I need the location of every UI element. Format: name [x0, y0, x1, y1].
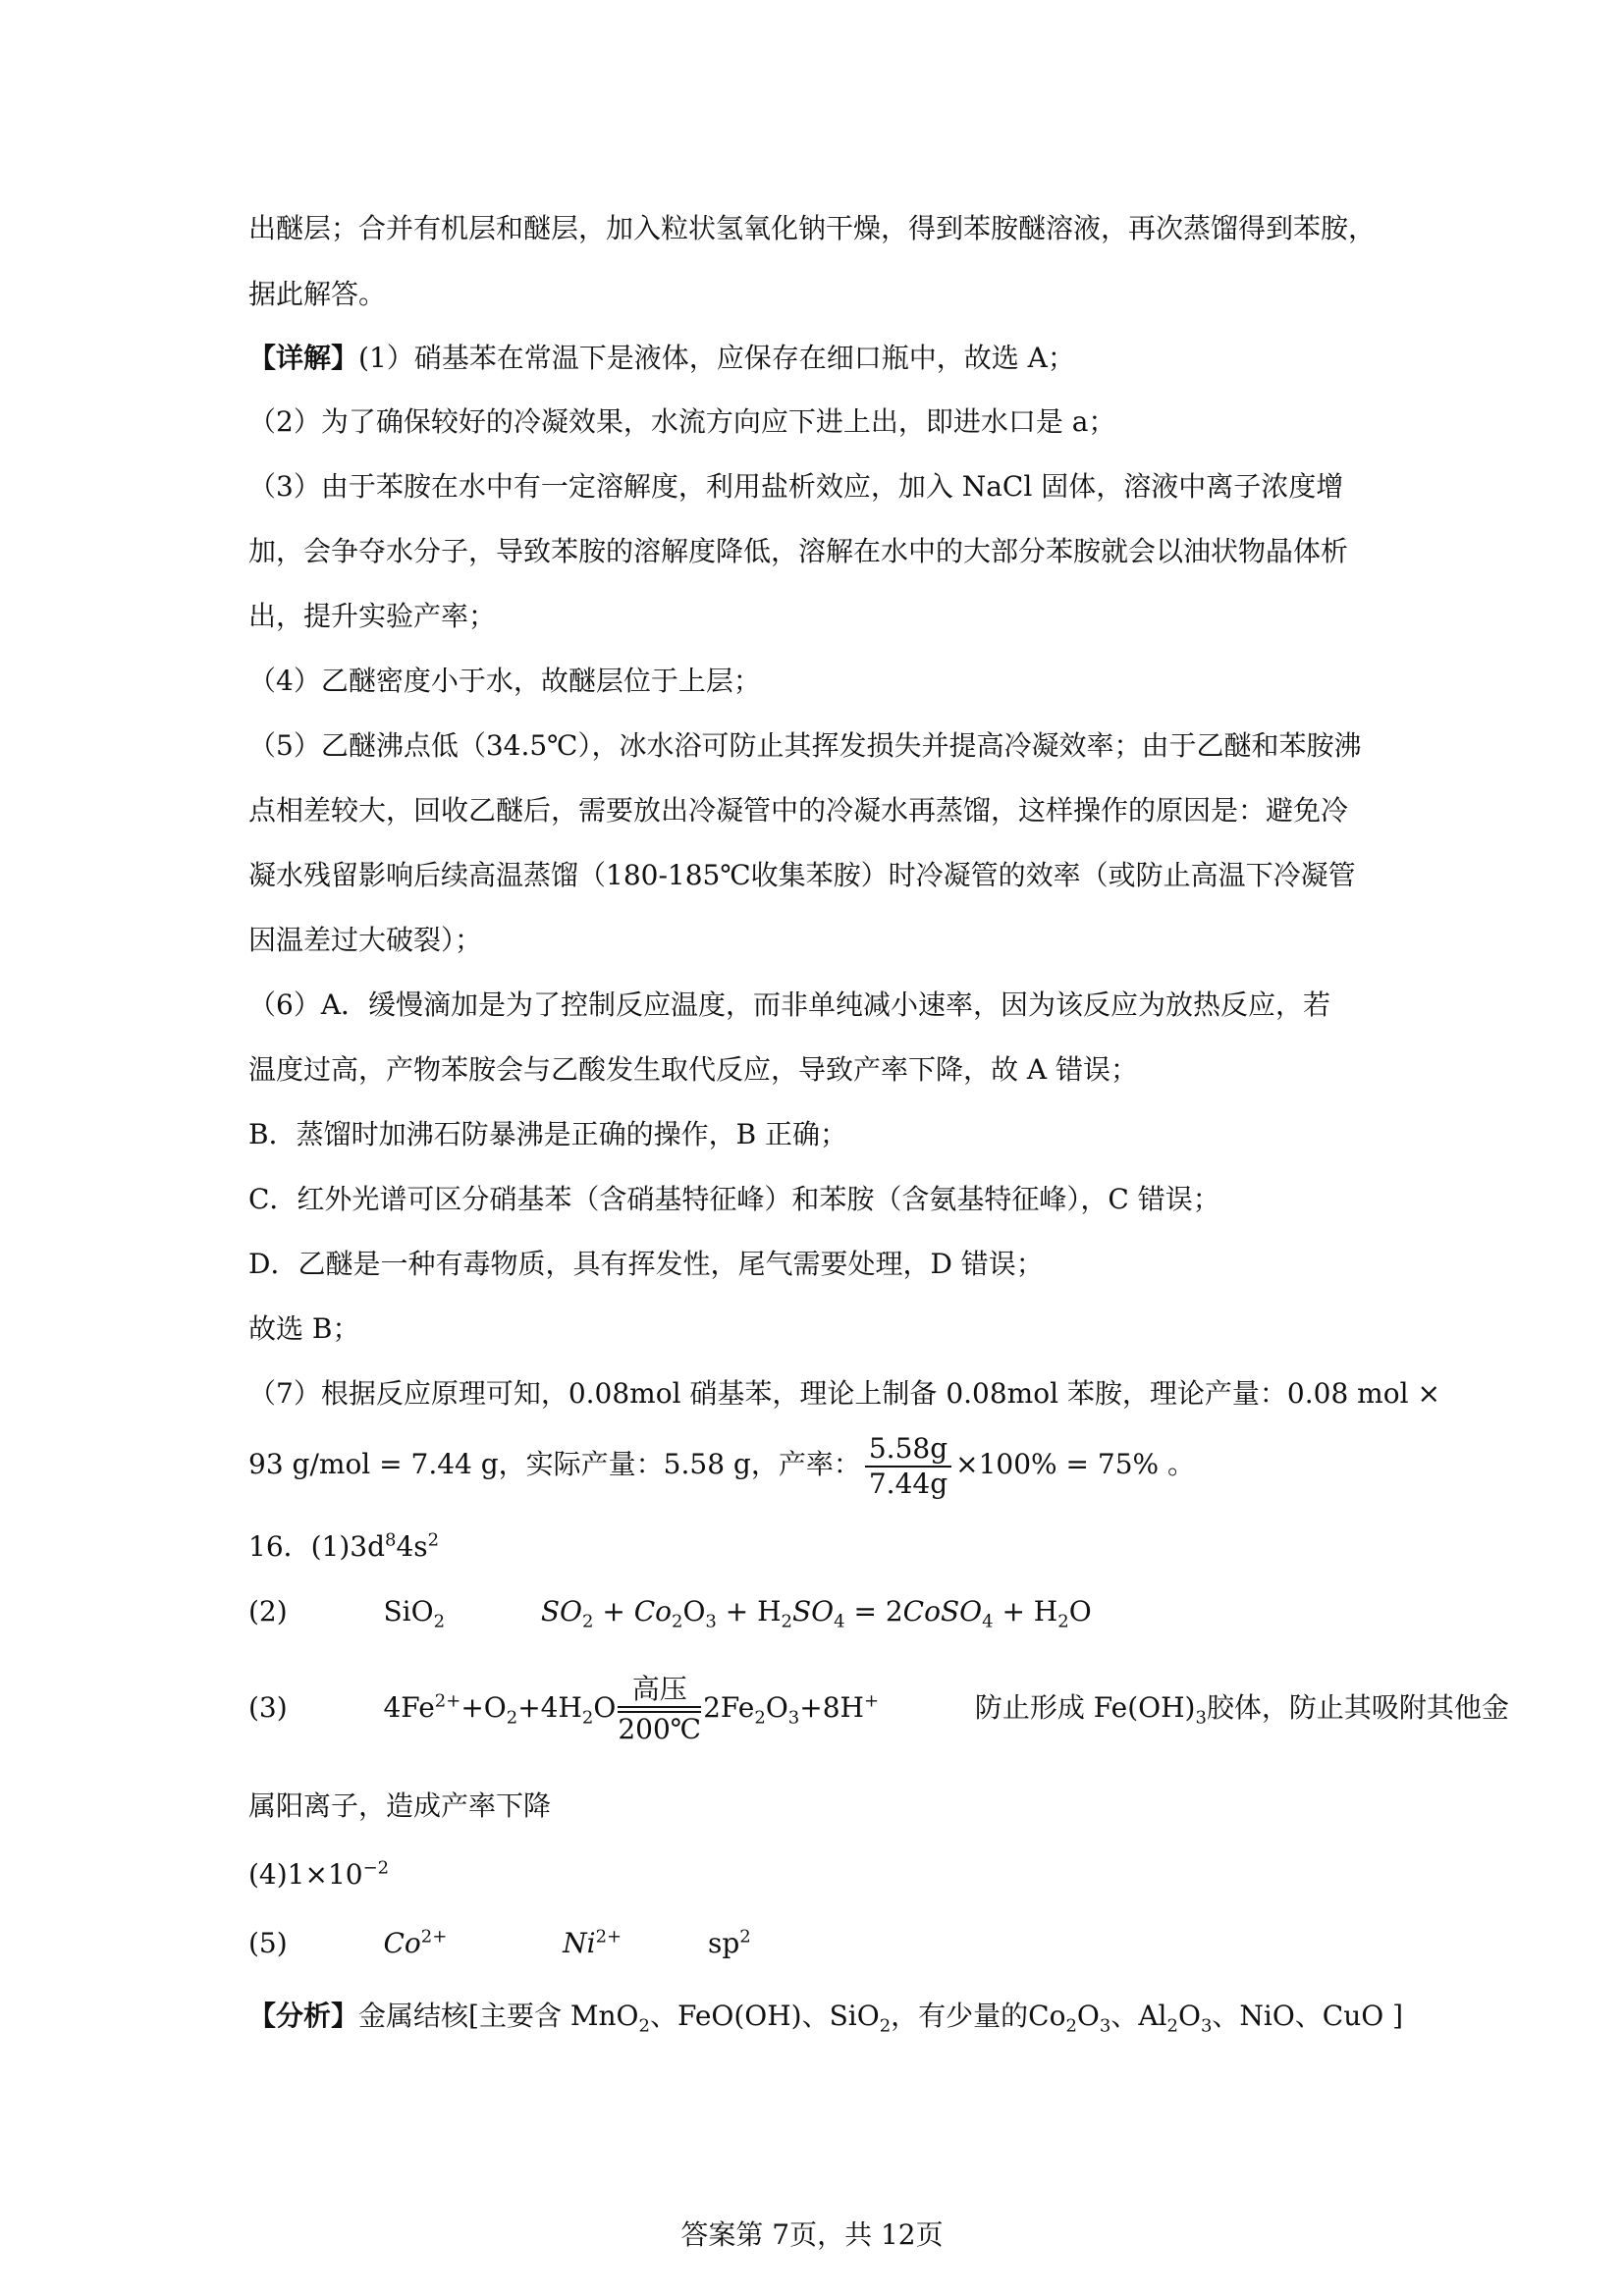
- ni-ion: Ni: [563, 1927, 596, 1959]
- answer-6-option-d: D．乙醚是一种有毒物质，具有挥发性，尾气需要处理，D 错误；: [248, 1248, 1044, 1280]
- fraction-numerator: 5.58g: [865, 1432, 951, 1468]
- part-2-label: (2): [248, 1595, 288, 1628]
- analysis-line: [248, 1997, 1403, 2036]
- answer-6-line-1: （6）A．缓慢滴加是为了控制反应温度，而非单纯减小速率，因为该反应为放热反应，若: [248, 988, 1331, 1021]
- q16-part-5: [248, 1924, 751, 1963]
- answer-1: (1）硝基苯在常温下是液体，应保存在细口瓶中，故选 A；: [358, 342, 1075, 374]
- yield-fraction: [865, 1432, 951, 1501]
- answer-4: （4）乙醚密度小于水，故醚层位于上层；: [248, 665, 761, 697]
- ni-charge: 2+: [595, 1926, 623, 1948]
- answer-5-line-1: （5）乙醚沸点低（34.5℃），冰水浴可防止其挥发损失并提高冷凝效率；由于乙醚和苯胺沸: [248, 729, 1362, 762]
- text-line-1: 出醚层；合并有机层和醚层，加入粒状氢氧化钠干燥，得到苯胺醚溶液，再次蒸馏得到苯胺，: [248, 212, 1377, 244]
- hybridization: sp: [707, 1927, 740, 1959]
- sio2-formula: SiO$_2$: [383, 1595, 446, 1632]
- q16-config-4s: 4s: [396, 1530, 428, 1563]
- q16-sup-2: 2: [427, 1529, 440, 1551]
- answer-5-line-3: 凝水残留影响后续高温蒸馏（180-185℃收集苯胺）时冷凝管的效率（或防止高温下冷凝管: [248, 859, 1356, 891]
- q16-part-1: [248, 1527, 439, 1567]
- part-5-label: (5): [248, 1927, 288, 1959]
- answer-3-line-1: （3）由于苯胺在水中有一定溶解度，利用盐析效应，加入 NaCl 固体，溶液中离子浓度增: [248, 470, 1344, 503]
- yield-text: 93 g/mol = 7.44 g，实际产量：5.58 g，产率：: [248, 1448, 861, 1480]
- q16-part-3-cont: 属阳离子，造成产率下降: [248, 1789, 552, 1822]
- detail-heading-line: [248, 339, 1075, 378]
- fraction-denominator: 7.44g: [868, 1467, 948, 1500]
- answer-6-line-2: 温度过高，产物苯胺会与乙酸发生取代反应，导致产率下降，故 A 错误；: [248, 1053, 1139, 1086]
- answer-7-line-2: [248, 1425, 1195, 1504]
- yield-result: ×100% = 75% 。: [955, 1448, 1196, 1480]
- analysis-label: 【分析】: [248, 2000, 359, 2032]
- page-footer: 答案第 7页，共 12页: [680, 2218, 944, 2251]
- q16-part-3: [248, 1669, 1509, 1747]
- co-charge: 2+: [420, 1926, 448, 1948]
- equation-3: $4Fe^{2+}+O_2+4H_2O$ 高压 200℃ $2Fe_2O_3+8H^+$: [383, 1673, 880, 1745]
- part-4-value: (4)1×10: [248, 1858, 363, 1891]
- q16-part-4: [248, 1855, 389, 1895]
- detail-label: 【详解】: [248, 342, 359, 374]
- answer-6-option-c: C．红外光谱可区分硝基苯（含硝基特征峰）和苯胺（含氨基特征峰），C 错误；: [248, 1183, 1220, 1215]
- co-ion: Co: [383, 1927, 421, 1959]
- answer-5-line-4: 因温差过大破裂）；: [248, 924, 483, 956]
- answer-6-option-b: B．蒸馏时加沸石防暴沸是正确的操作，B 正确；: [248, 1118, 848, 1150]
- answer-2: （2）为了确保较好的冷凝效果，水流方向应下进上出，即进水口是 a；: [248, 405, 1116, 438]
- text-line-2: 据此解答。: [248, 278, 387, 310]
- analysis-text: 金属结核[主要含 MnO$_2$、FeO(OH)、SiO$_2$，有少量的$Co_2O_3$、$Al_2O_3$、NiO、CuO ]: [358, 2000, 1404, 2037]
- answer-3-line-3: 出，提升实验产率；: [248, 600, 497, 632]
- part-4-exponent: −2: [362, 1857, 390, 1879]
- hybridization-sup: 2: [739, 1926, 751, 1948]
- q16-config-prefix: 16．(1)3d: [248, 1530, 386, 1563]
- equation-2: $SO_2 + Co_2O_3 + H_2SO_4$ = 2CoSO$_4$ + $H_2O$: [540, 1595, 1092, 1632]
- answer-6-choice: 故选 B；: [248, 1312, 360, 1345]
- q16-part-2: [248, 1592, 1092, 1631]
- part-3-explanation: 防止形成 $Fe(OH)_3$胶体，防止其吸附其他金: [974, 1691, 1509, 1729]
- q16-sup-1: 8: [385, 1529, 397, 1551]
- reaction-condition: 高压 200℃: [618, 1673, 702, 1745]
- answer-7-line-1: （7）根据反应原理可知，0.08mol 硝基苯，理论上制备 0.08mol 苯胺，理论产量：0.08 mol ×: [248, 1377, 1440, 1410]
- part-3-label: (3): [248, 1691, 288, 1724]
- answer-3-line-2: 加，会争夺水分子，导致苯胺的溶解度降低，溶解在水中的大部分苯胺就会以油状物晶体析: [248, 535, 1349, 567]
- answer-5-line-2: 点相差较大，回收乙醚后，需要放出冷凝管中的冷凝水再蒸馏，这样操作的原因是：避免冷: [248, 794, 1349, 827]
